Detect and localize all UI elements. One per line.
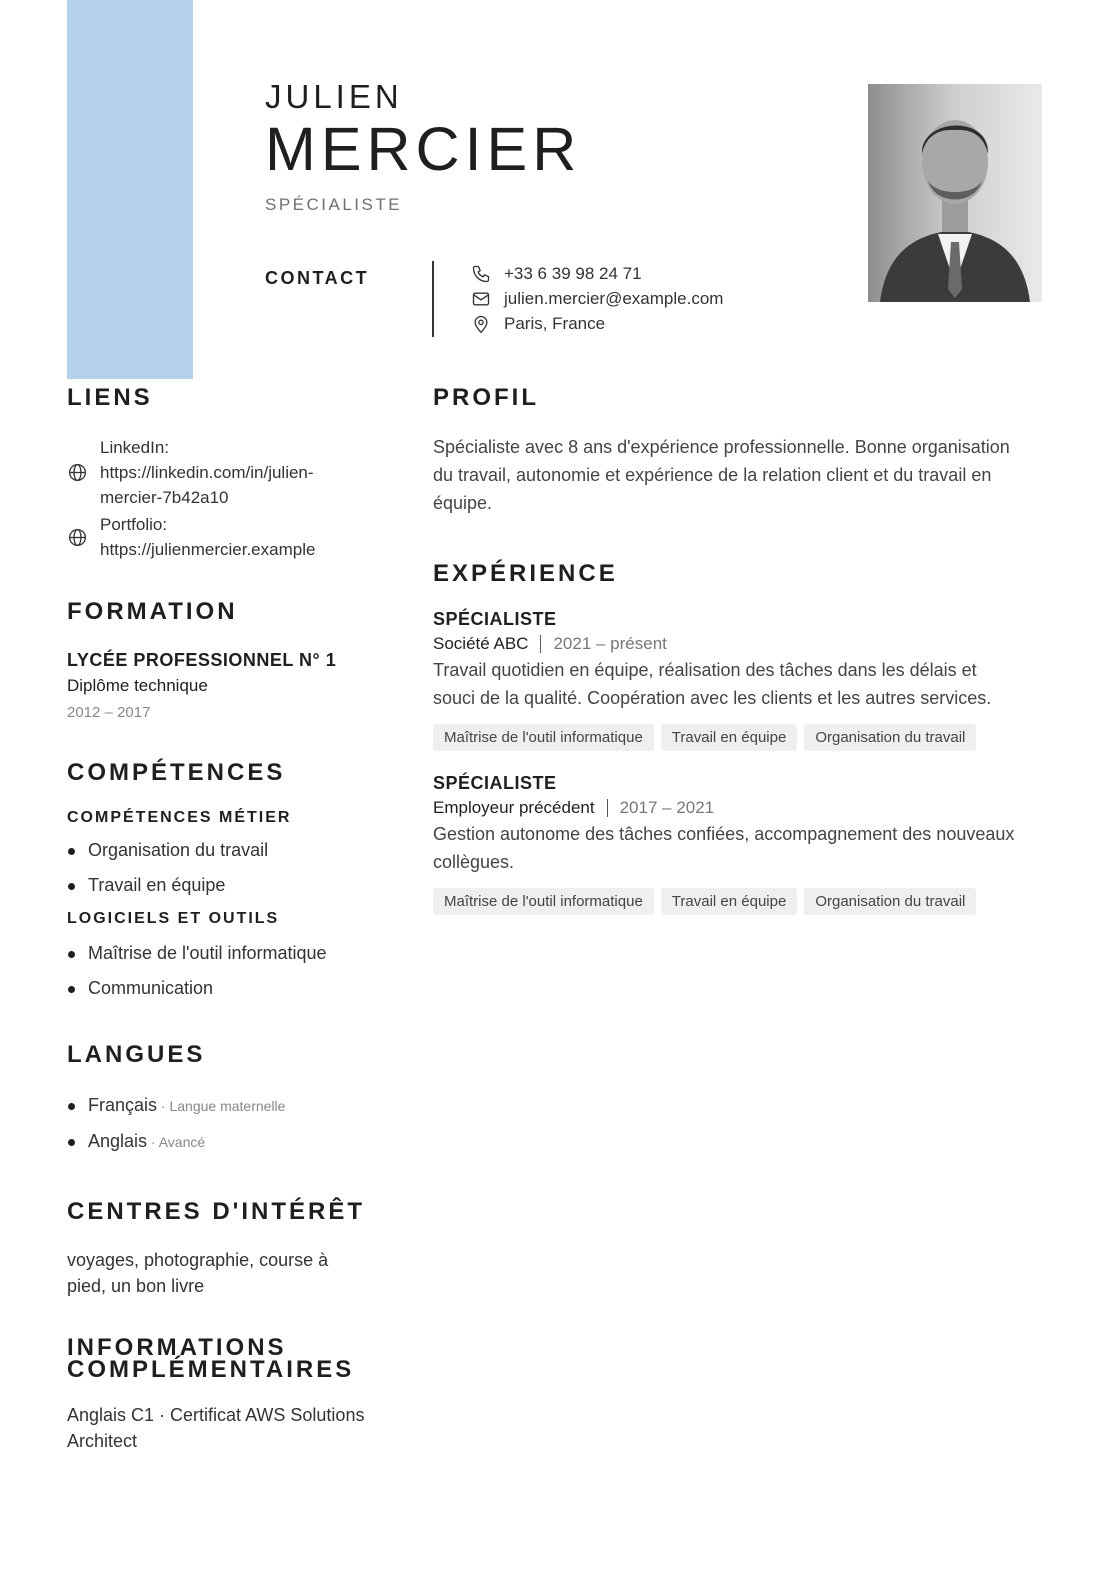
interests-heading: CENTRES D'INTÉRÊT [67, 1198, 366, 1225]
first-name: JULIEN [265, 78, 403, 115]
skill-tag: Maîtrise de l'outil informatique [433, 724, 654, 751]
contact-heading: CONTACT [265, 268, 370, 288]
profile-line: équipe. [433, 493, 493, 513]
interests-line: voyages, photographie, course à [67, 1250, 329, 1270]
link-url: https://linkedin.com/in/julien- [100, 463, 314, 482]
skill-tags [433, 724, 1043, 751]
skill-tag: Travail en équipe [661, 888, 798, 915]
job-description [433, 820, 1043, 876]
list-item [67, 1088, 387, 1124]
job-role: SPÉCIALISTE [433, 773, 557, 793]
phone-icon [471, 264, 491, 284]
right-column [433, 380, 1043, 915]
contact-email[interactable] [471, 286, 831, 311]
experience-entry [433, 773, 1043, 915]
job-description-line: Travail quotidien en équipe, réalisation des tâches dans les délais et [433, 660, 977, 680]
education-heading: FORMATION [67, 598, 238, 625]
list-item [67, 1124, 387, 1160]
link-url: https://julienmercier.example [100, 540, 316, 559]
job-company: Employeur précédent [433, 798, 595, 817]
phone-text: +33 6 39 98 24 71 [504, 263, 642, 283]
skills-heading: COMPÉTENCES [67, 759, 286, 786]
link-label: Portfolio: [100, 515, 168, 534]
education-degree: Diplôme technique [67, 676, 208, 695]
location-pin-icon [471, 314, 491, 334]
list-item: Maîtrise de l'outil informatique [67, 936, 387, 971]
profile-line: du travail, autonomie et expérience de la relation client et du travail en [433, 465, 992, 485]
skill-tag: Maîtrise de l'outil informatique [433, 888, 654, 915]
contact-phone[interactable] [471, 261, 831, 286]
job-separator [540, 635, 541, 653]
link-linkedin[interactable] [67, 435, 387, 510]
list-item: Organisation du travail [67, 833, 387, 868]
job-meta [433, 634, 1043, 654]
job-description-line: Gestion autonome des tâches confiées, accompagnement des nouveaux [433, 824, 1015, 844]
skills-list [67, 833, 387, 903]
job-company: Société ABC [433, 634, 529, 653]
left-column [67, 380, 387, 1454]
job-dates: 2021 – présent [553, 634, 667, 653]
education-dates: 2012 – 2017 [67, 704, 151, 721]
link-url-continued: mercier-7b42a10 [100, 488, 229, 507]
skill-tag: Travail en équipe [661, 724, 798, 751]
additional-line: Architect [67, 1431, 138, 1451]
experience-heading: EXPÉRIENCE [433, 560, 618, 587]
job-separator [607, 799, 608, 817]
skills-group-title: LOGICIELS ET OUTILS [67, 910, 280, 927]
additional-line: Anglais C1 · Certificat AWS Solutions [67, 1405, 365, 1425]
list-item: Travail en équipe [67, 868, 387, 903]
additional-heading [67, 1334, 387, 1383]
skill-tag: Organisation du travail [804, 724, 976, 751]
profile-text [433, 433, 1043, 517]
links-heading: LIENS [67, 384, 153, 411]
envelope-icon [471, 289, 491, 309]
link-label: LinkedIn: [100, 438, 169, 457]
location-text: Paris, France [504, 313, 606, 333]
education-school: LYCÉE PROFESSIONNEL N° 1 [67, 650, 337, 670]
language-name: Français [88, 1095, 158, 1115]
languages-list [67, 1088, 387, 1160]
profile-line: Spécialiste avec 8 ans d'expérience professionnelle. Bonne organisation [433, 437, 1010, 457]
globe-icon [67, 462, 88, 483]
job-role: SPÉCIALISTE [433, 609, 557, 629]
language-level: · Avancé [147, 1134, 206, 1150]
language-level: · Langue maternelle [157, 1098, 286, 1114]
skill-tags [433, 888, 1043, 915]
contact-list [471, 261, 831, 336]
profile-photo [868, 84, 1042, 302]
skill-tag: Organisation du travail [804, 888, 976, 915]
profile-heading: PROFIL [433, 384, 539, 411]
job-meta [433, 798, 1043, 818]
experience-entry [433, 609, 1043, 751]
globe-icon [67, 527, 88, 548]
job-title: SPÉCIALISTE [265, 195, 403, 214]
skills-list [67, 936, 387, 1006]
language-name: Anglais [88, 1131, 148, 1151]
interests-text [67, 1247, 387, 1299]
link-portfolio[interactable] [67, 512, 387, 562]
list-item: Communication [67, 971, 387, 1006]
skills-group-title: COMPÉTENCES MÉTIER [67, 809, 292, 826]
interests-line: pied, un bon livre [67, 1276, 205, 1296]
job-description-line: souci de la qualité. Coopération avec les clients et les autres services. [433, 688, 992, 708]
email-text: julien.mercier@example.com [504, 288, 724, 308]
additional-text [67, 1402, 387, 1454]
languages-heading: LANGUES [67, 1041, 206, 1068]
additional-heading-line: INFORMATIONS [67, 1334, 287, 1361]
contact-location [471, 311, 831, 336]
accent-bar [67, 0, 193, 379]
additional-heading-line: COMPLÉMENTAIRES [67, 1356, 355, 1383]
job-description [433, 656, 1043, 712]
last-name: MERCIER [265, 115, 582, 183]
job-description-line: collègues. [433, 852, 515, 872]
contact-divider [432, 261, 434, 337]
job-dates: 2017 – 2021 [619, 798, 715, 817]
